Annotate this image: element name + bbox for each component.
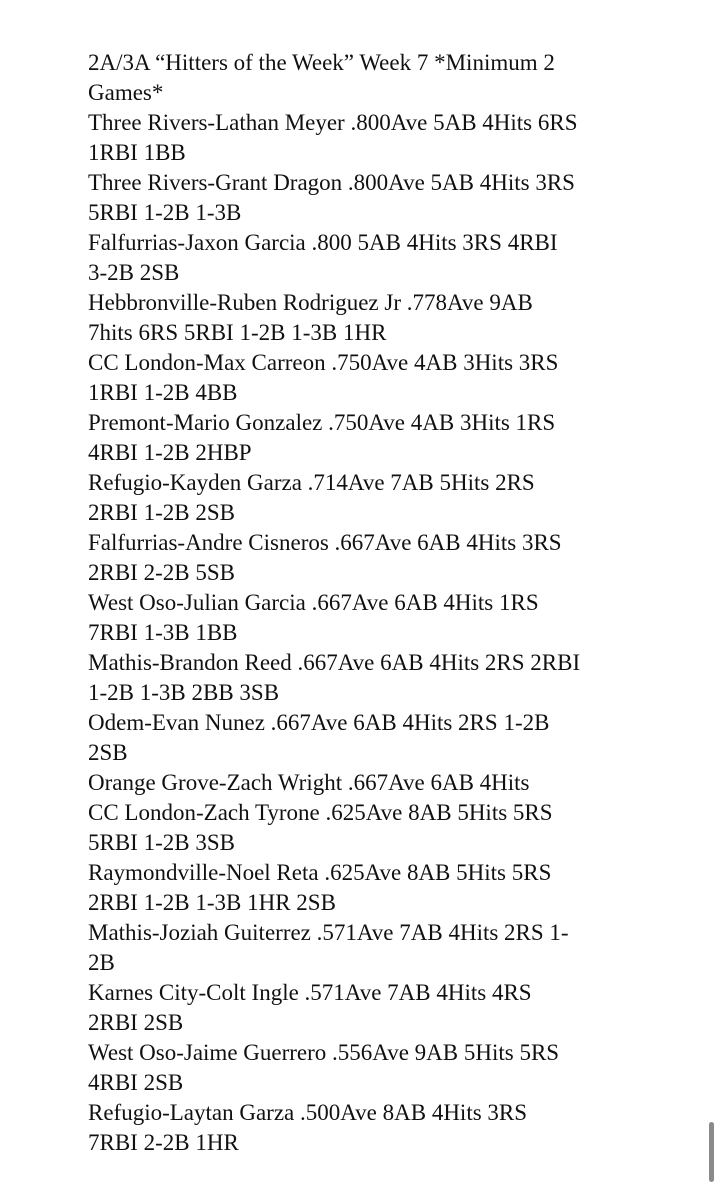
- text-line: 4RBI 2SB: [88, 1070, 184, 1095]
- text-line: Orange Grove-Zach Wright .667Ave 6AB 4Hits: [88, 770, 530, 795]
- text-line: West Oso-Julian Garcia .667Ave 6AB 4Hits 1RS: [88, 590, 539, 615]
- text-line: 2RBI 2-2B 5SB: [88, 560, 235, 585]
- text-line: CC London-Max Carreon .750Ave 4AB 3Hits 3RS: [88, 350, 559, 375]
- title-line: 2A/3A “Hitters of the Week” Week 7 *Minimum 2: [88, 50, 555, 75]
- scrollbar-thumb[interactable]: [709, 1122, 714, 1182]
- text-line: 3-2B 2SB: [88, 260, 180, 285]
- document-text: [88, 48, 648, 1158]
- text-line: Refugio-Kayden Garza .714Ave 7AB 5Hits 2RS: [88, 470, 535, 495]
- text-line: Mathis-Brandon Reed .667Ave 6AB 4Hits 2RS 2RBI: [88, 650, 581, 675]
- text-line: Hebbronville-Ruben Rodriguez Jr .778Ave 9AB: [88, 290, 533, 315]
- text-line: West Oso-Jaime Guerrero .556Ave 9AB 5Hits 5RS: [88, 1040, 560, 1065]
- text-line: Premont-Mario Gonzalez .750Ave 4AB 3Hits 1RS: [88, 410, 556, 435]
- text-line: 7RBI 1-3B 1BB: [88, 620, 238, 645]
- text-line: 5RBI 1-2B 1-3B: [88, 200, 242, 225]
- text-line: 2SB: [88, 740, 128, 765]
- text-line: 7hits 6RS 5RBI 1-2B 1-3B 1HR: [88, 320, 387, 345]
- text-line: 1-2B 1-3B 2BB 3SB: [88, 680, 280, 705]
- text-line: Odem-Evan Nunez .667Ave 6AB 4Hits 2RS 1-2B: [88, 710, 550, 735]
- text-line: 7RBI 2-2B 1HR: [88, 1130, 239, 1155]
- text-line: 1RBI 1BB: [88, 140, 186, 165]
- text-line: Three Rivers-Grant Dragon .800Ave 5AB 4Hits 3RS: [88, 170, 575, 195]
- text-line: 1RBI 1-2B 4BB: [88, 380, 238, 405]
- text-line: 2RBI 1-2B 2SB: [88, 500, 235, 525]
- text-line: Refugio-Laytan Garza .500Ave 8AB 4Hits 3RS: [88, 1100, 528, 1125]
- text-line: 2RBI 2SB: [88, 1010, 184, 1035]
- text-line: 2B: [88, 950, 115, 975]
- text-line: CC London-Zach Tyrone .625Ave 8AB 5Hits 5RS: [88, 800, 553, 825]
- text-line: Raymondville-Noel Reta .625Ave 8AB 5Hits 5RS: [88, 860, 552, 885]
- text-line: 2RBI 1-2B 1-3B 1HR 2SB: [88, 890, 336, 915]
- text-line: Falfurrias-Jaxon Garcia .800 5AB 4Hits 3RS 4RBI: [88, 230, 558, 255]
- text-line: 5RBI 1-2B 3SB: [88, 830, 235, 855]
- title-line: Games*: [88, 80, 164, 105]
- text-line: 4RBI 1-2B 2HBP: [88, 440, 252, 465]
- text-line: Karnes City-Colt Ingle .571Ave 7AB 4Hits 4RS: [88, 980, 532, 1005]
- text-line: Mathis-Joziah Guiterrez .571Ave 7AB 4Hits 2RS 1-: [88, 920, 569, 945]
- text-line: Falfurrias-Andre Cisneros .667Ave 6AB 4Hits 3RS: [88, 530, 562, 555]
- text-line: Three Rivers-Lathan Meyer .800Ave 5AB 4Hits 6RS: [88, 110, 578, 135]
